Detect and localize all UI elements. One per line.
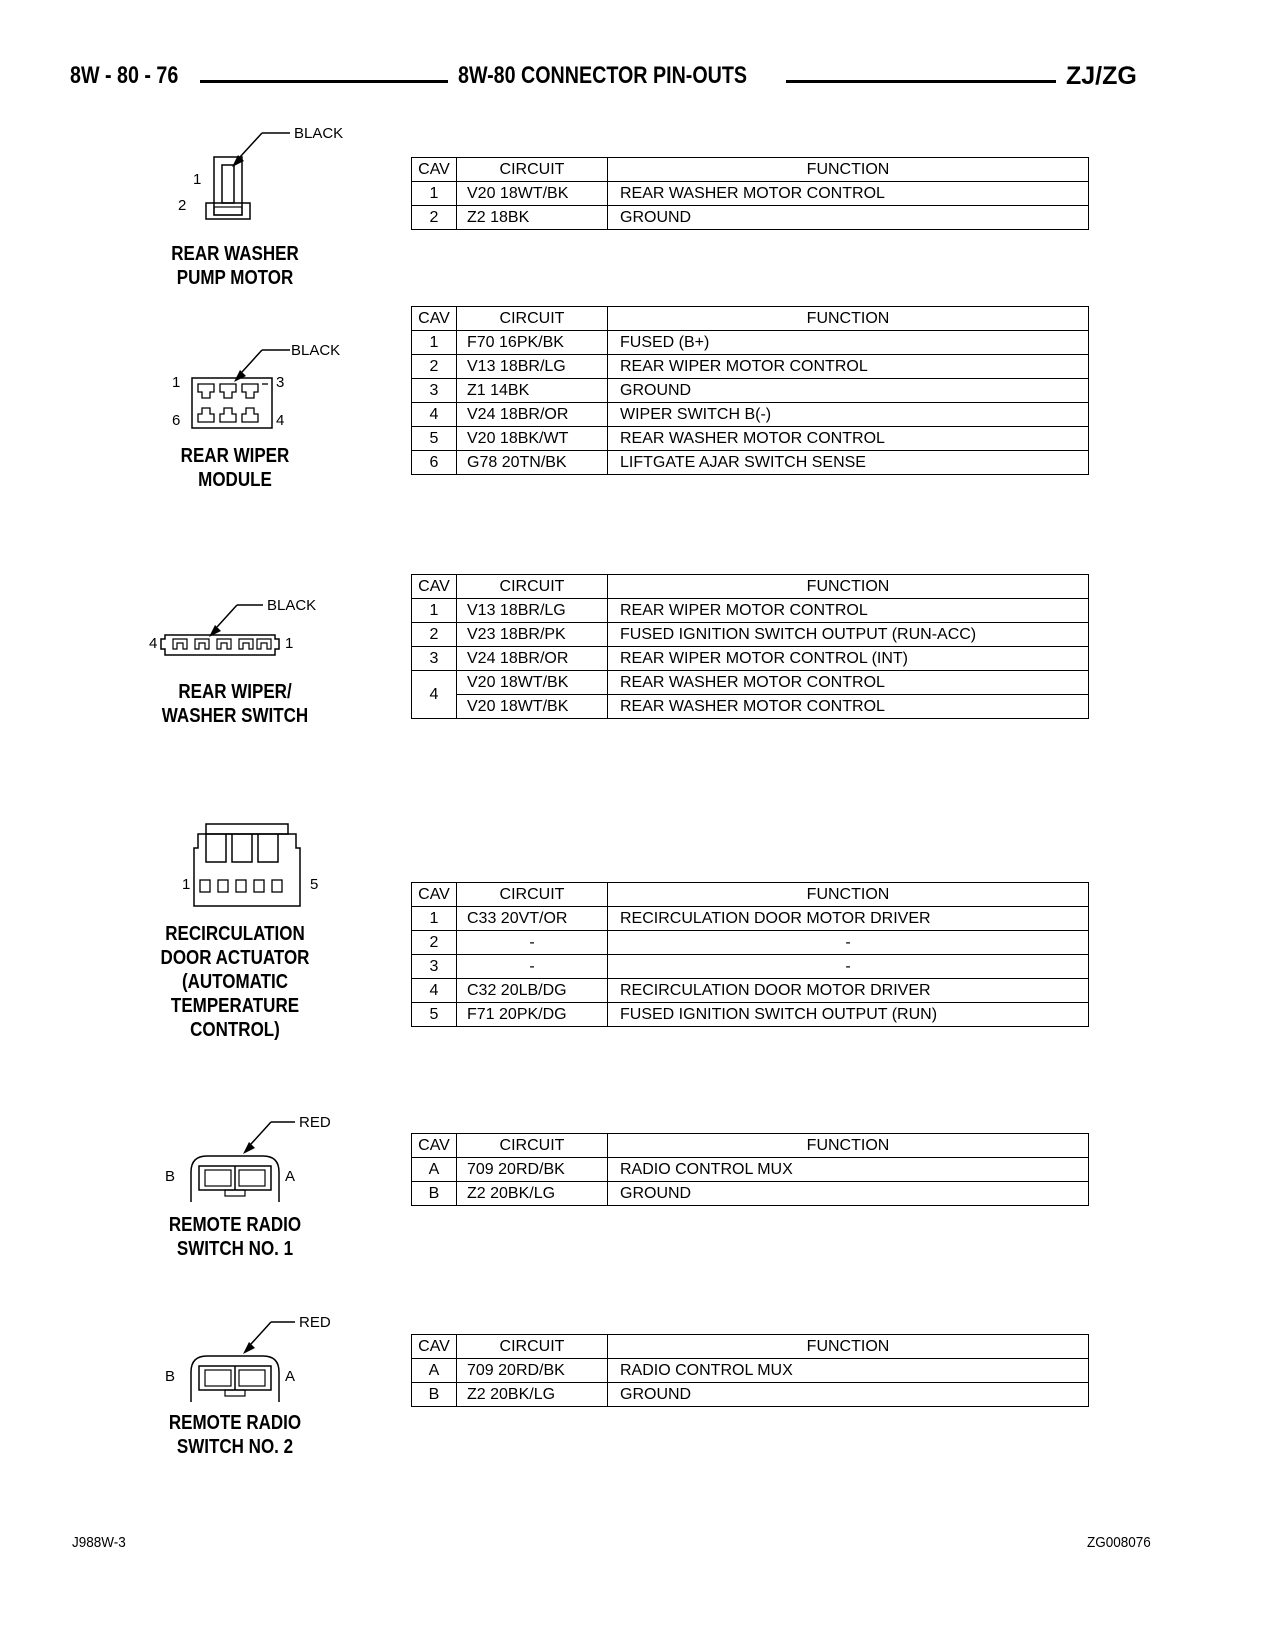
header-rule-right <box>786 80 1056 83</box>
pin-label: 5 <box>310 876 319 893</box>
circuit-cell: V13 18BR/LG <box>457 355 608 379</box>
connector-name-line: REMOTE RADIO <box>168 1412 302 1434</box>
connector-name-line: CONTROL) <box>190 1019 280 1041</box>
cavity-cell: 2 <box>412 931 457 955</box>
circuit-cell: Z2 20BK/LG <box>457 1383 608 1407</box>
figure-code-right: ZG008076 <box>1087 1534 1151 1551</box>
pin-label: B <box>165 1168 176 1185</box>
connector-diagram-rear-washer-pump <box>170 125 370 235</box>
connector-name-line: SWITCH NO. 2 <box>176 1436 294 1458</box>
table-row <box>412 671 1089 695</box>
pin-label: 2 <box>178 197 187 214</box>
connector-name-remote-radio-switch-1 <box>146 1213 325 1261</box>
connector-diagram-recirculation-door-actuator <box>170 820 350 910</box>
cavity-cell: 1 <box>412 907 457 931</box>
function-cell: LIFTGATE AJAR SWITCH SENSE <box>608 451 1089 475</box>
model-code: ZJ/ZG <box>1066 62 1137 90</box>
pin-label: 1 <box>172 374 181 391</box>
connector-name-remote-radio-switch-2 <box>146 1411 325 1459</box>
circuit-cell: 709 20RD/BK <box>457 1359 608 1383</box>
cav-header: CAV <box>412 883 457 907</box>
cavity-cell: 4 <box>412 403 457 427</box>
function-cell: RADIO CONTROL MUX <box>608 1158 1089 1182</box>
circuit-cell: Z1 14BK <box>457 379 608 403</box>
cavity-cell: 3 <box>412 379 457 403</box>
table-row <box>412 1182 1089 1206</box>
table-row <box>412 1158 1089 1182</box>
table-row <box>412 427 1089 451</box>
circuit-cell: G78 20TN/BK <box>457 451 608 475</box>
cavity-cell: 3 <box>412 647 457 671</box>
circuit-cell: C33 20VT/OR <box>457 907 608 931</box>
function-cell: REAR WASHER MOTOR CONTROL <box>608 182 1089 206</box>
cavity-cell: 5 <box>412 427 457 451</box>
function-cell: REAR WIPER MOTOR CONTROL <box>608 599 1089 623</box>
function-cell: RADIO CONTROL MUX <box>608 1359 1089 1383</box>
connector-color-label: BLACK <box>267 597 317 614</box>
function-cell: REAR WASHER MOTOR CONTROL <box>608 695 1089 719</box>
connector-name-rear-washer-pump <box>146 242 325 290</box>
circuit-cell: Z2 20BK/LG <box>457 1182 608 1206</box>
connector-name-line: (AUTOMATIC <box>181 971 289 993</box>
table-row <box>412 403 1089 427</box>
cav-header: CAV <box>412 1134 457 1158</box>
pin-label: 1 <box>182 876 191 893</box>
connector-color-label: BLACK <box>294 125 344 142</box>
circuit-header: CIRCUIT <box>457 1335 608 1359</box>
function-cell: REAR WIPER MOTOR CONTROL <box>608 355 1089 379</box>
table-row <box>412 979 1089 1003</box>
function-cell: RECIRCULATION DOOR MOTOR DRIVER <box>608 979 1089 1003</box>
cavity-cell: 1 <box>412 331 457 355</box>
connector-color-label: RED <box>299 1314 331 1331</box>
pin-label: 4 <box>149 635 158 652</box>
pinout-table-rear-washer-pump <box>411 157 1089 230</box>
function-header: FUNCTION <box>608 158 1089 182</box>
table-row <box>412 331 1089 355</box>
function-cell: GROUND <box>608 1383 1089 1407</box>
circuit-cell: F70 16PK/BK <box>457 331 608 355</box>
function-cell: REAR WASHER MOTOR CONTROL <box>608 427 1089 451</box>
table-row <box>412 451 1089 475</box>
cavity-cell: B <box>412 1182 457 1206</box>
connector-name-rear-wiper-washer-switch <box>146 680 325 728</box>
cavity-cell: 3 <box>412 955 457 979</box>
function-cell: - <box>608 955 1089 979</box>
circuit-cell: V23 18BR/PK <box>457 623 608 647</box>
function-header: FUNCTION <box>608 1335 1089 1359</box>
pinout-table-rear-wiper-washer-switch <box>411 574 1089 719</box>
circuit-header: CIRCUIT <box>457 1134 608 1158</box>
pin-label: A <box>285 1368 296 1385</box>
table-row <box>412 1359 1089 1383</box>
table-row <box>412 623 1089 647</box>
function-cell: GROUND <box>608 1182 1089 1206</box>
connector-diagram-remote-radio-switch-1 <box>165 1110 345 1210</box>
connector-name-line: MODULE <box>198 469 272 491</box>
function-cell: RECIRCULATION DOOR MOTOR DRIVER <box>608 907 1089 931</box>
figure-code-left: J988W-3 <box>72 1534 126 1551</box>
connector-name-line: TEMPERATURE <box>170 995 300 1017</box>
table-row <box>412 182 1089 206</box>
cavity-cell: 1 <box>412 599 457 623</box>
pin-label: 4 <box>276 412 285 429</box>
connector-name-line: REMOTE RADIO <box>168 1214 302 1236</box>
connector-name-line: WASHER SWITCH <box>161 705 309 727</box>
table-row <box>412 695 1089 719</box>
connector-name-rear-wiper-module <box>146 444 325 492</box>
function-cell: REAR WIPER MOTOR CONTROL (INT) <box>608 647 1089 671</box>
table-row <box>412 1003 1089 1027</box>
connector-name-line: REAR WIPER/ <box>178 681 292 703</box>
cavity-cell: 1 <box>412 182 457 206</box>
function-cell: FUSED IGNITION SWITCH OUTPUT (RUN-ACC) <box>608 623 1089 647</box>
circuit-cell: V13 18BR/LG <box>457 599 608 623</box>
circuit-cell: - <box>457 955 608 979</box>
connector-name-recirculation-door-actuator <box>146 922 325 1042</box>
cav-header: CAV <box>412 1335 457 1359</box>
table-row <box>412 206 1089 230</box>
function-cell: FUSED (B+) <box>608 331 1089 355</box>
connector-diagram-rear-wiper-module <box>160 340 360 440</box>
function-cell: GROUND <box>608 206 1089 230</box>
cavity-cell: B <box>412 1383 457 1407</box>
table-row <box>412 1383 1089 1407</box>
function-header: FUNCTION <box>608 1134 1089 1158</box>
function-cell: - <box>608 931 1089 955</box>
pinout-table-recirculation-door-actuator <box>411 882 1089 1027</box>
circuit-header: CIRCUIT <box>457 158 608 182</box>
cavity-cell: 4 <box>412 671 457 719</box>
pin-label: 3 <box>276 374 285 391</box>
header-rule-left <box>200 80 448 83</box>
page-title: 8W-80 CONNECTOR PIN-OUTS <box>458 62 748 89</box>
cavity-cell: A <box>412 1158 457 1182</box>
circuit-cell: C32 20LB/DG <box>457 979 608 1003</box>
cavity-cell: 2 <box>412 355 457 379</box>
table-row <box>412 599 1089 623</box>
function-cell: WIPER SWITCH B(-) <box>608 403 1089 427</box>
connector-name-line: REAR WIPER <box>180 445 290 467</box>
function-cell: REAR WASHER MOTOR CONTROL <box>608 671 1089 695</box>
circuit-cell: V24 18BR/OR <box>457 403 608 427</box>
circuit-cell: V24 18BR/OR <box>457 647 608 671</box>
pin-label: A <box>285 1168 296 1185</box>
circuit-cell: - <box>457 931 608 955</box>
circuit-cell: F71 20PK/DG <box>457 1003 608 1027</box>
cav-header: CAV <box>412 575 457 599</box>
table-row <box>412 955 1089 979</box>
cav-header: CAV <box>412 158 457 182</box>
pin-label: B <box>165 1368 176 1385</box>
table-row <box>412 907 1089 931</box>
table-row <box>412 931 1089 955</box>
circuit-cell: 709 20RD/BK <box>457 1158 608 1182</box>
pin-label: 6 <box>172 412 181 429</box>
pinout-table-rear-wiper-module <box>411 306 1089 475</box>
circuit-cell: V20 18BK/WT <box>457 427 608 451</box>
table-row <box>412 379 1089 403</box>
connector-color-label: BLACK <box>291 342 341 359</box>
connector-name-line: RECIRCULATION <box>165 923 305 945</box>
connector-name-line: SWITCH NO. 1 <box>176 1238 294 1260</box>
cavity-cell: 2 <box>412 206 457 230</box>
function-cell: FUSED IGNITION SWITCH OUTPUT (RUN) <box>608 1003 1089 1027</box>
function-header: FUNCTION <box>608 883 1089 907</box>
function-header: FUNCTION <box>608 307 1089 331</box>
circuit-header: CIRCUIT <box>457 307 608 331</box>
function-header: FUNCTION <box>608 575 1089 599</box>
cavity-cell: A <box>412 1359 457 1383</box>
pin-label: 1 <box>193 171 202 188</box>
circuit-cell: V20 18WT/BK <box>457 671 608 695</box>
circuit-header: CIRCUIT <box>457 575 608 599</box>
function-cell: GROUND <box>608 379 1089 403</box>
page-reference: 8W - 80 - 76 <box>70 62 179 89</box>
connector-diagram-remote-radio-switch-2 <box>165 1310 345 1410</box>
cav-header: CAV <box>412 307 457 331</box>
circuit-cell: V20 18WT/BK <box>457 695 608 719</box>
cavity-cell: 6 <box>412 451 457 475</box>
pin-label: 1 <box>285 635 294 652</box>
circuit-cell: Z2 18BK <box>457 206 608 230</box>
cavity-cell: 5 <box>412 1003 457 1027</box>
connector-name-line: DOOR ACTUATOR <box>160 947 310 969</box>
cavity-cell: 2 <box>412 623 457 647</box>
pinout-table-remote-radio-switch-1 <box>411 1133 1089 1206</box>
connector-name-line: REAR WASHER <box>171 243 299 265</box>
table-row <box>412 647 1089 671</box>
table-row <box>412 355 1089 379</box>
connector-diagram-rear-wiper-washer-switch <box>145 595 345 675</box>
cavity-cell: 4 <box>412 979 457 1003</box>
connector-color-label: RED <box>299 1114 331 1131</box>
circuit-header: CIRCUIT <box>457 883 608 907</box>
pinout-table-remote-radio-switch-2 <box>411 1334 1089 1407</box>
circuit-cell: V20 18WT/BK <box>457 182 608 206</box>
connector-name-line: PUMP MOTOR <box>176 267 294 289</box>
